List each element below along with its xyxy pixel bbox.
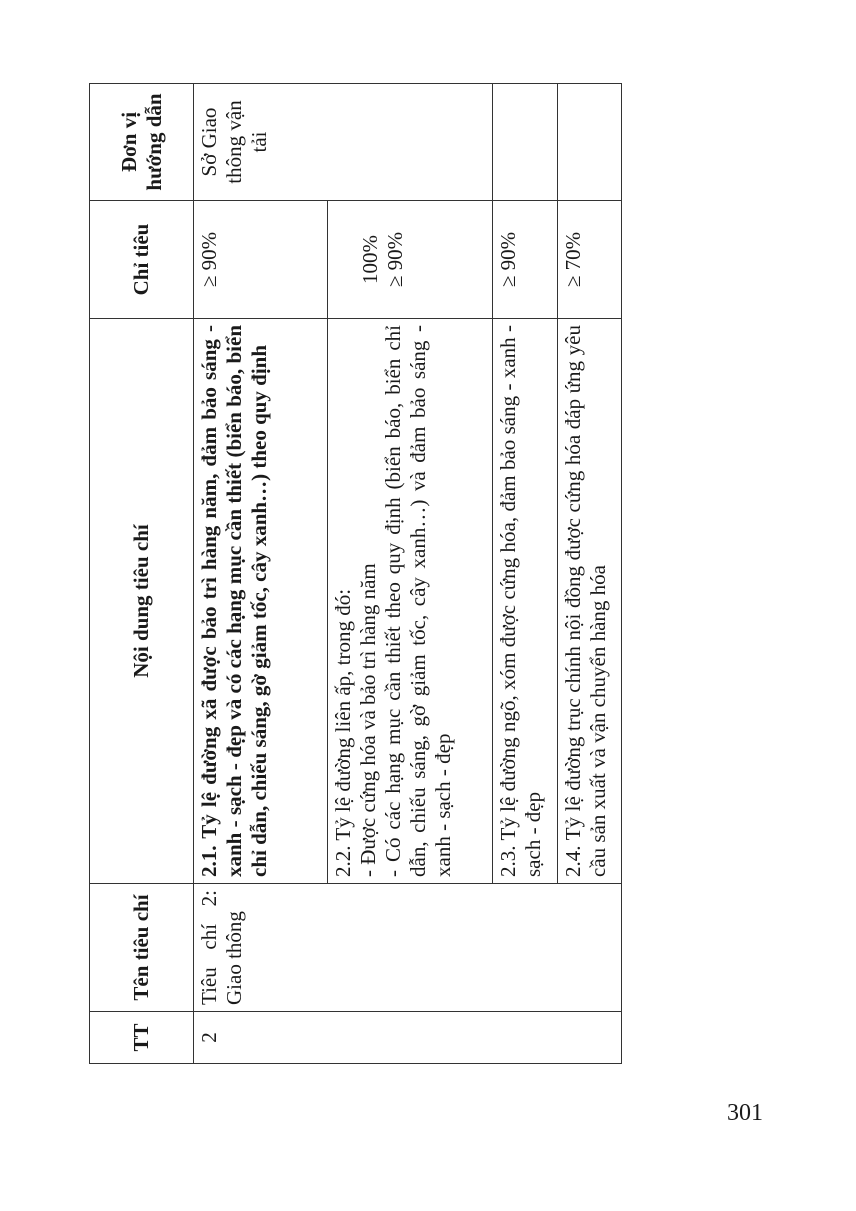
row-content: 2.1. Tỷ lệ đường xã được bảo trì hàng năm, đảm bảo sáng - xanh - sạch - đẹp và có các hạng mục cần thiết (biển báo, biển chỉ dẫn, chiếu sáng, gờ giảm tốc, cây xanh…) theo quy định	[194, 319, 328, 884]
table-row	[194, 84, 328, 1064]
guiding-unit: Sở Giao thông vận tải	[194, 84, 493, 201]
row-target: ≥ 70%	[557, 201, 621, 319]
header-tt: TT	[90, 1012, 194, 1064]
row-target: ≥ 90%	[194, 201, 328, 319]
criterion-number: 2	[194, 1012, 622, 1064]
header-target: Chỉ tiêu	[90, 201, 194, 319]
header-name: Tên tiêu chí	[90, 884, 194, 1012]
content-line: - Có các hạng mục cần thiết theo quy định (biển báo, biển chỉ dẫn, chiếu sáng, gờ giảm tốc, cây xanh…) và đảm bảo sáng - xanh - sạch - đẹp	[380, 325, 455, 877]
header-content: Nội dung tiêu chí	[90, 319, 194, 884]
unit-empty-cell	[492, 84, 557, 201]
row-content: 2.3. Tỷ lệ đường ngõ, xóm được cứng hóa, đảm bảo sáng - xanh - sạch - đẹp	[492, 319, 557, 884]
row-content: 2.4. Tỷ lệ đường trục chính nội đồng được cứng hóa đáp ứng yêu cầu sản xuất và vận chuyển hàng hóa	[557, 319, 621, 884]
unit-empty-cell	[557, 84, 621, 201]
criteria-table	[89, 83, 622, 1064]
header-row	[90, 84, 194, 1064]
criterion-name: Tiêu chí 2: Giao thông	[194, 884, 622, 1012]
table-container	[89, 84, 622, 1064]
target-line: ≥ 90%	[383, 231, 408, 288]
row-target	[328, 201, 492, 319]
content-line: - Được cứng hóa và bảo trì hàng năm	[356, 563, 381, 877]
row-target: ≥ 90%	[492, 201, 557, 319]
header-unit: Đơn vị hướng dẫn	[90, 84, 194, 201]
page-number: 301	[727, 1100, 763, 1126]
rotated-table-layer	[89, 84, 622, 1064]
content-line: 2.2. Tỷ lệ đường liên ấp, trong đó:	[331, 588, 356, 877]
target-line: 100%	[358, 235, 383, 284]
row-content	[328, 319, 492, 884]
